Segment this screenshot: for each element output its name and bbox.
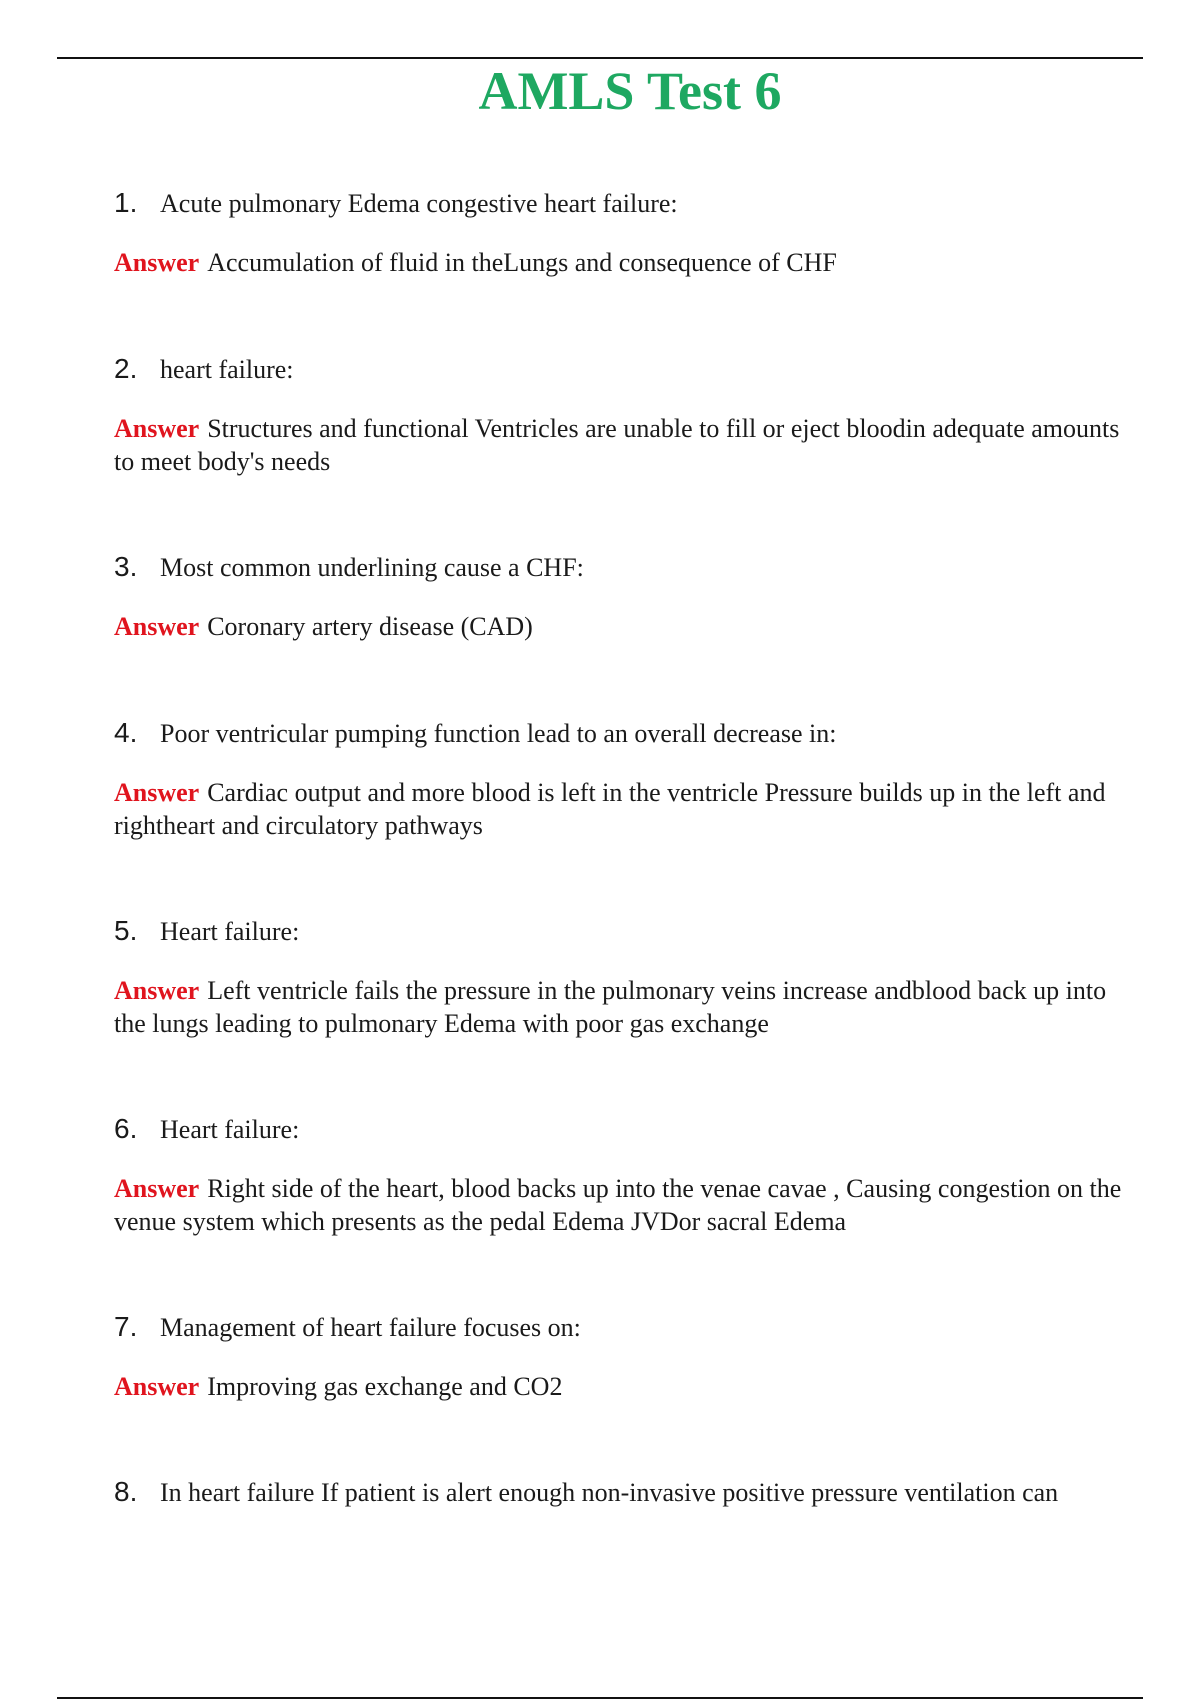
question-number: 2.	[114, 353, 138, 384]
answer-text: Improving gas exchange and CO2	[207, 1372, 563, 1401]
question-text: Heart failure:	[160, 1115, 300, 1144]
question-text: Poor ventricular pumping function lead to an overall decrease in:	[160, 719, 837, 748]
answer-label: Answer	[114, 248, 200, 277]
question-number: 7.	[114, 1311, 138, 1342]
question-line	[114, 1307, 581, 1347]
answer-text: Right side of the heart, blood backs up into the venae cavae , Causing congestion on the venue system which presents as the pedal Edema JVDor sacral Edema	[114, 1174, 1122, 1236]
question-line	[114, 349, 294, 389]
question-line	[114, 911, 299, 951]
question-text: Heart failure:	[160, 917, 300, 946]
answer-block	[114, 1370, 1134, 1403]
bottom-divider	[57, 1697, 1143, 1699]
answer-block	[114, 776, 1134, 842]
question-text: Acute pulmonary Edema congestive heart failure:	[160, 189, 678, 218]
answer-label: Answer	[114, 612, 200, 641]
answer-text: Coronary artery disease (CAD)	[207, 612, 533, 641]
question-number: 1.	[114, 187, 138, 218]
answer-label: Answer	[114, 1372, 200, 1401]
question-text: Management of heart failure focuses on:	[160, 1313, 581, 1342]
answer-label: Answer	[114, 1174, 200, 1203]
answer-text: Structures and functional Ventricles are unable to fill or eject bloodin adequate amounts to meet body's needs	[114, 414, 1120, 476]
answer-block	[114, 246, 1134, 279]
document-title: AMLS Test 6	[478, 61, 782, 121]
answer-block	[114, 1172, 1134, 1238]
question-line	[114, 1472, 1058, 1512]
question-number: 5.	[114, 915, 138, 946]
question-number: 3.	[114, 551, 138, 582]
question-number: 4.	[114, 717, 138, 748]
question-line	[114, 547, 584, 587]
answer-text: Cardiac output and more blood is left in the ventricle Pressure builds up in the left and rightheart and circulatory pathways	[114, 778, 1106, 840]
question-text: Most common underlining cause a CHF:	[160, 553, 584, 582]
question-text: heart failure:	[160, 355, 294, 384]
question-line	[114, 1109, 299, 1149]
question-number: 8.	[114, 1476, 138, 1507]
question-text: In heart failure If patient is alert enough non-invasive positive pressure ventilation can	[160, 1478, 1059, 1507]
answer-block	[114, 974, 1134, 1040]
answer-text: Left ventricle fails the pressure in the pulmonary veins increase andblood back up into the lungs leading to pulmonary Edema with poor gas exchange	[114, 976, 1107, 1038]
question-number: 6.	[114, 1113, 138, 1144]
answer-block	[114, 412, 1134, 478]
answer-label: Answer	[114, 414, 200, 443]
answer-block	[114, 610, 1134, 643]
answer-text: Accumulation of fluid in theLungs and consequence of CHF	[207, 248, 837, 277]
question-line	[114, 183, 678, 223]
answer-label: Answer	[114, 976, 200, 1005]
question-line	[114, 713, 837, 753]
answer-label: Answer	[114, 778, 200, 807]
